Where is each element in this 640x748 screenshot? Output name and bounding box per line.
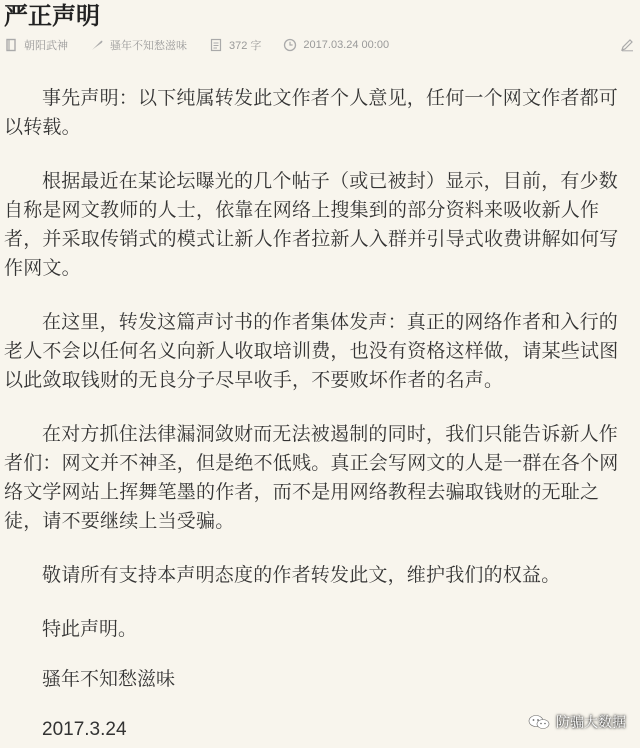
signature: 骚年不知愁滋味 bbox=[42, 668, 176, 690]
edit-icon bbox=[620, 38, 634, 52]
meta-timestamp-label: 2017.03.24 00:00 bbox=[303, 39, 390, 51]
meta-word-count bbox=[209, 37, 261, 53]
article-meta-bar bbox=[4, 34, 634, 56]
page-title: 严正声明 bbox=[4, 2, 100, 30]
meta-original-author bbox=[90, 37, 187, 53]
closing-line: 特此声明。 bbox=[42, 618, 138, 640]
paragraph-call-to-action: 敬请所有支持本声明态度的作者转发此文，维护我们的权益。 bbox=[42, 564, 561, 586]
feather-icon bbox=[90, 38, 104, 52]
meta-timestamp bbox=[283, 38, 389, 52]
meta-author-label: 朝阳武神 bbox=[24, 40, 68, 52]
edit-button[interactable] bbox=[620, 38, 634, 52]
book-icon bbox=[4, 38, 18, 52]
watermark-text: 防骗大数据 bbox=[556, 715, 626, 731]
paragraph-warning: 在对方抓住法律漏洞敛财而无法被遏制的同时，我们只能告诉新人作者们：网文并不神圣，但是绝不低贱。真正会写网文的人是一群在各个网络文学网站上挥舞笔墨的作者，而不是用网络教程去骗取钱财的无耻之徒，请不要继续上当受骗。 bbox=[4, 423, 619, 532]
meta-author[interactable] bbox=[4, 37, 68, 53]
meta-word-count-label: 372 字 bbox=[229, 40, 262, 52]
watermark bbox=[528, 712, 626, 732]
clock-icon bbox=[283, 38, 297, 52]
article-body bbox=[4, 84, 634, 744]
paragraph-statement: 在这里，转发这篇声讨书的作者集体发声：真正的网络作者和入行的老人不会以任何名义向新人收取培训费，也没有资格这样做，请某些试图以此敛取钱财的无良分子尽早收手，不要败坏作者的名声。 bbox=[4, 311, 619, 391]
paragraph-disclaimer: 事先声明：以下纯属转发此文作者个人意见，任何一个网文作者都可以转载。 bbox=[4, 87, 619, 138]
paragraph-background: 根据最近在某论坛曝光的几个帖子（或已被封）显示，目前，有少数自称是网文教师的人士，依靠在网络上搜集到的部分资料来吸收新人作者，并采取传销式的模式让新人作者拉新人入群并引导式收费讲解如何写作网文。 bbox=[4, 170, 619, 279]
statement-date: 2017.3.24 bbox=[42, 719, 127, 740]
meta-original-author-label: 骚年不知愁滋味 bbox=[110, 40, 187, 52]
wechat-icon bbox=[528, 714, 550, 730]
document-icon bbox=[209, 38, 223, 52]
